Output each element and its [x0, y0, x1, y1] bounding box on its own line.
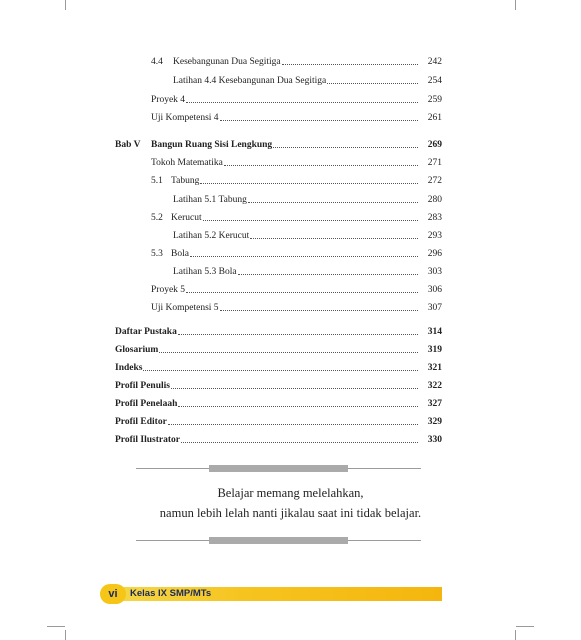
- toc-entry-label: Latihan 5.2 Kerucut: [173, 231, 250, 241]
- toc-entry-page: 321: [427, 363, 442, 373]
- toc-entry-label: Glosarium: [115, 345, 159, 355]
- leader-dots: [190, 256, 418, 257]
- toc-entry-page: 293: [427, 231, 442, 241]
- toc-entry-page: 330: [427, 435, 442, 445]
- toc-backmatter-entry[interactable]: [115, 412, 442, 428]
- toc-entry-label: Latihan 5.1 Tabung: [173, 195, 247, 205]
- toc-entry-label: Proyek 5: [151, 285, 186, 295]
- toc-backmatter-entry[interactable]: [115, 358, 442, 374]
- leader-dots: [238, 274, 418, 275]
- leader-dots: [248, 202, 418, 203]
- leader-dots: [250, 238, 418, 239]
- toc-entry[interactable]: [151, 298, 442, 314]
- leader-dots: [282, 64, 418, 65]
- crop-mark: [65, 0, 66, 10]
- toc-backmatter-entry[interactable]: [115, 430, 442, 446]
- toc-entry-page: 296: [427, 249, 442, 259]
- toc-backmatter-entry[interactable]: [115, 340, 442, 356]
- leader-dots: [171, 388, 418, 389]
- quote-line-1: Belajar memang melelahkan,: [217, 486, 364, 500]
- toc-entry-number: 5.1: [151, 176, 163, 186]
- toc-entry[interactable]: [151, 52, 442, 68]
- crop-mark: [65, 630, 66, 640]
- toc-chapter-number: Bab V: [115, 140, 141, 150]
- toc-entry-label: Uji Kompetensi 4: [151, 113, 219, 123]
- toc-entry-label: Tabung: [171, 176, 200, 186]
- toc-backmatter-entry[interactable]: [115, 322, 442, 338]
- toc-entry-page: 327: [427, 399, 442, 409]
- quote-line-2: namun lebih lelah nanti jikalau saat ini tidak belajar.: [159, 506, 422, 520]
- toc-entry-page: 242: [427, 57, 442, 67]
- toc-entry-page: 254: [427, 76, 442, 86]
- divider-bar: [209, 537, 348, 544]
- leader-dots: [168, 424, 418, 425]
- toc-backmatter-entry[interactable]: [115, 394, 442, 410]
- leader-dots: [186, 292, 418, 293]
- toc-entry-label: Kerucut: [171, 213, 202, 223]
- toc-entry-page: 306: [427, 285, 442, 295]
- leader-dots: [178, 406, 418, 407]
- toc-entry[interactable]: [151, 208, 442, 224]
- toc-entry-label: Daftar Pustaka: [115, 327, 177, 337]
- toc-entry-label: Profil Penelaah: [115, 399, 178, 409]
- toc-entry-label: Bangun Ruang Sisi Lengkung: [151, 140, 273, 150]
- toc-entry-label: Latihan 4.4 Kesebangunan Dua Segitiga: [173, 76, 327, 86]
- toc-entry-page: 261: [427, 113, 442, 123]
- toc-entry-page: 272: [427, 176, 442, 186]
- toc-entry-label: Profil Editor: [115, 417, 167, 427]
- toc-entry-label: Bola: [171, 249, 189, 259]
- toc-entry-page: 322: [427, 381, 442, 391]
- toc-entry-number: 5.3: [151, 249, 163, 259]
- leader-dots: [273, 147, 418, 148]
- leader-dots: [203, 220, 418, 221]
- leader-dots: [178, 334, 418, 335]
- toc-chapter-entry[interactable]: [115, 135, 442, 151]
- toc-entry-label: Profil Ilustrator: [115, 435, 180, 445]
- crop-mark: [516, 626, 534, 627]
- toc-entry-page: 269: [427, 140, 442, 150]
- toc-entry[interactable]: [173, 190, 442, 206]
- toc-entry-label: Indeks: [115, 363, 143, 373]
- toc-entry-number: 5.2: [151, 213, 163, 223]
- leader-dots: [224, 165, 418, 166]
- divider-bar: [209, 465, 348, 472]
- toc-entry-label: Profil Penulis: [115, 381, 170, 391]
- leader-dots: [327, 83, 418, 84]
- crop-mark: [47, 626, 65, 627]
- toc-entry-label: Uji Kompetensi 5: [151, 303, 219, 313]
- leader-dots: [200, 183, 418, 184]
- page-number: vi: [100, 584, 126, 604]
- toc-entry-page: 329: [427, 417, 442, 427]
- leader-dots: [220, 120, 418, 121]
- toc-entry-page: 303: [427, 267, 442, 277]
- toc-entry-label: Tokoh Matematika: [151, 158, 223, 168]
- toc-entry-label: Proyek 4: [151, 95, 186, 105]
- toc-entry-page: 271: [427, 158, 442, 168]
- toc-entry[interactable]: [151, 108, 442, 124]
- toc-entry[interactable]: [151, 153, 442, 169]
- toc-entry[interactable]: [173, 226, 442, 242]
- leader-dots: [159, 352, 418, 353]
- crop-mark: [515, 0, 516, 10]
- leader-dots: [186, 102, 418, 103]
- toc-entry[interactable]: [173, 262, 442, 278]
- leader-dots: [143, 370, 418, 371]
- toc-entry[interactable]: [151, 244, 442, 260]
- leader-dots: [181, 442, 418, 443]
- toc-entry-page: 319: [427, 345, 442, 355]
- toc-entry-page: 307: [427, 303, 442, 313]
- book-label: Kelas IX SMP/MTs: [130, 588, 212, 599]
- toc-entry-label: Latihan 5.3 Bola: [173, 267, 237, 277]
- toc-entry[interactable]: [151, 171, 442, 187]
- toc-entry[interactable]: [151, 280, 442, 296]
- toc-entry[interactable]: [173, 71, 442, 87]
- toc-entry-page: 280: [427, 195, 442, 205]
- toc-entry-label: Kesebangunan Dua Segitiga: [173, 57, 281, 67]
- crop-mark: [515, 630, 516, 640]
- toc-backmatter-entry[interactable]: [115, 376, 442, 392]
- toc-entry[interactable]: [151, 90, 442, 106]
- leader-dots: [220, 310, 418, 311]
- toc-entry-page: 314: [427, 327, 442, 337]
- page-footer: [100, 584, 442, 604]
- toc-entry-page: 283: [427, 213, 442, 223]
- toc-entry-number: 4.4: [151, 57, 163, 67]
- toc-entry-page: 259: [427, 95, 442, 105]
